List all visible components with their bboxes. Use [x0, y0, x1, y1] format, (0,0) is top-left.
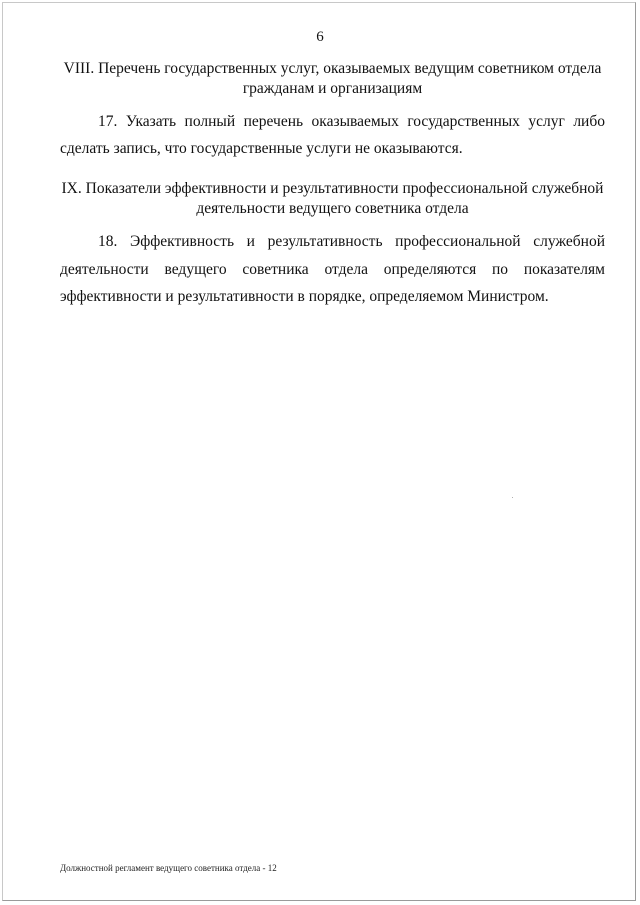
section-8-heading-line-2: гражданам и организациям [242, 80, 423, 97]
paragraph-17-line-1: 17. Указать полный перечень оказываемых государственных услуг либо [98, 113, 605, 130]
section-8-heading-line-1: VIII. Перечень государственных услуг, оказываемых ведущим советником отдела [63, 60, 602, 77]
page-number: 6 [316, 29, 324, 45]
scan-speck [512, 497, 513, 498]
paragraph-17 [60, 112, 605, 159]
section-9-heading [60, 179, 605, 219]
paragraph-18-line-1: 18. Эффективность и результативность профессиональной служебной [98, 233, 605, 250]
section-8-heading [60, 59, 605, 99]
section-9-heading-line-2: деятельности ведущего советника отдела [196, 200, 469, 217]
paragraph-17-line-2: сделать запись, что государственные услуги не оказываются. [60, 140, 463, 157]
paragraph-18-line-2: деятельности ведущего советника отдела определяются по показателям [60, 261, 605, 278]
page-footer: Должностной регламент ведущего советника отдела - 12 [60, 863, 277, 873]
paragraph-18-line-3: эффективности и результативности в порядке, определяемом Министром. [60, 288, 549, 305]
section-9-heading-line-1: IX. Показатели эффективности и результативности профессиональной служебной [61, 180, 604, 197]
paragraph-18 [60, 232, 605, 307]
